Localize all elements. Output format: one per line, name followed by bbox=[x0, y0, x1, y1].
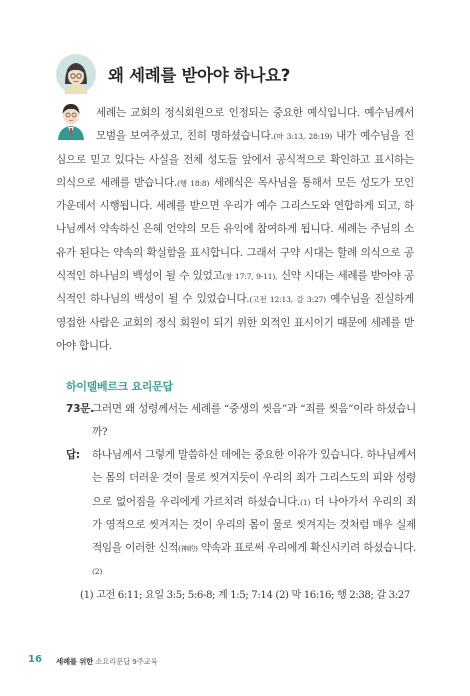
body-text: 세례는 교회의 정식회원으로 인정되는 중요한 예식입니다. 예수님께서 모범을 보여주셨고, 친히 명하셨습니다. bbox=[96, 107, 414, 143]
page-title: 왜 세례를 받아야 하나요? bbox=[108, 66, 290, 85]
answer-sentence: 하나님께서 그렇게 말씀하신 데에는 중요한 이유가 있습니다. 하나님께서는 몸의 더러운 것이 물로 씻겨지듯이 우리의 죄가 그리스도의 피와 성령으로 없어짐을 우리에게 가르치려 하셨습니다. bbox=[92, 449, 416, 508]
scripture-reference: (마 3:13, 28:19) bbox=[273, 132, 333, 142]
catechism-question bbox=[66, 398, 416, 445]
body-text: 내가 예수님을 진심으로 믿고 있다는 사실을 전체 성도들 앞에서 공식적으로 확인하고 표시하는 의식으로 세례를 받습니다. bbox=[56, 130, 414, 189]
answer-label: 답: bbox=[66, 449, 80, 461]
running-title-bold: 세례를 위한 bbox=[56, 657, 94, 666]
footnote-references: (1) 고전 6:11; 요일 3:5; 5:6-8; 계 1:5; 7:14 (2) 막 16:16; 행 2:38; 갈 3:27 bbox=[80, 590, 410, 601]
body-paragraph bbox=[56, 102, 414, 358]
question-label: 73문. bbox=[66, 403, 94, 415]
answer-text bbox=[92, 444, 416, 584]
hanja-annotation: (神的) bbox=[178, 544, 198, 554]
answer-sentence: 더 나아가서 우리의 죄가 영적으로 씻겨지는 것이 우리의 몸이 물로 씻겨지는 것처럼 매우 실제적임을 이러한 신적 bbox=[92, 495, 417, 555]
scripture-reference: (행 18:8) bbox=[176, 178, 210, 188]
answer-sentence: 약속과 표로써 우리에게 확신시키려 하셨습니다. bbox=[197, 542, 416, 555]
scripture-reference: (고전 12:13, 갈 3:27) bbox=[249, 295, 326, 305]
catechism-answer bbox=[66, 444, 416, 584]
running-title bbox=[56, 656, 157, 667]
body-text: 신약 시대는 세례를 받아야 공식적인 하나님의 백성이 될 수 있었습니다. bbox=[56, 270, 414, 306]
page-number: 16 bbox=[28, 654, 42, 665]
scripture-reference: (창 17:7, 9-11), bbox=[222, 272, 278, 282]
footnote-marker: (1) bbox=[300, 497, 311, 507]
running-title-rest: 소요리문답 9주교육 bbox=[93, 657, 158, 666]
question-text: 그러면 왜 성령께서는 세례를 “중생의 씻음”과 “죄를 씻음”이라 하셨습니까? bbox=[92, 403, 416, 439]
female-avatar-icon bbox=[56, 54, 96, 94]
body-text: 세례식은 목사님을 통해서 모든 성도가 모인 가운데서 시행됩니다. 세례를 받으면 우리가 예수 그리스도와 연합하게 되고, 하나님께서 약속하신 은혜 언약의 모든 유익에 참여하게 됩니다. 세례는 주님의 소유가 된다는 약속의 확실함을 표시합니다. 그래서 구약 시대는 할례 의식으로 공식적인 하나님의 백성이 될 수 있었고 bbox=[56, 176, 414, 283]
body-text: 예수님을 진실하게 영접한 사람은 교회의 정식 회원이 되기 위한 외적인 표시이기 때문에 세례를 받아야 합니다. bbox=[56, 293, 414, 352]
section-title: 하이델베르크 요리문답 bbox=[66, 380, 173, 393]
footnote-marker: (2) bbox=[92, 567, 103, 577]
